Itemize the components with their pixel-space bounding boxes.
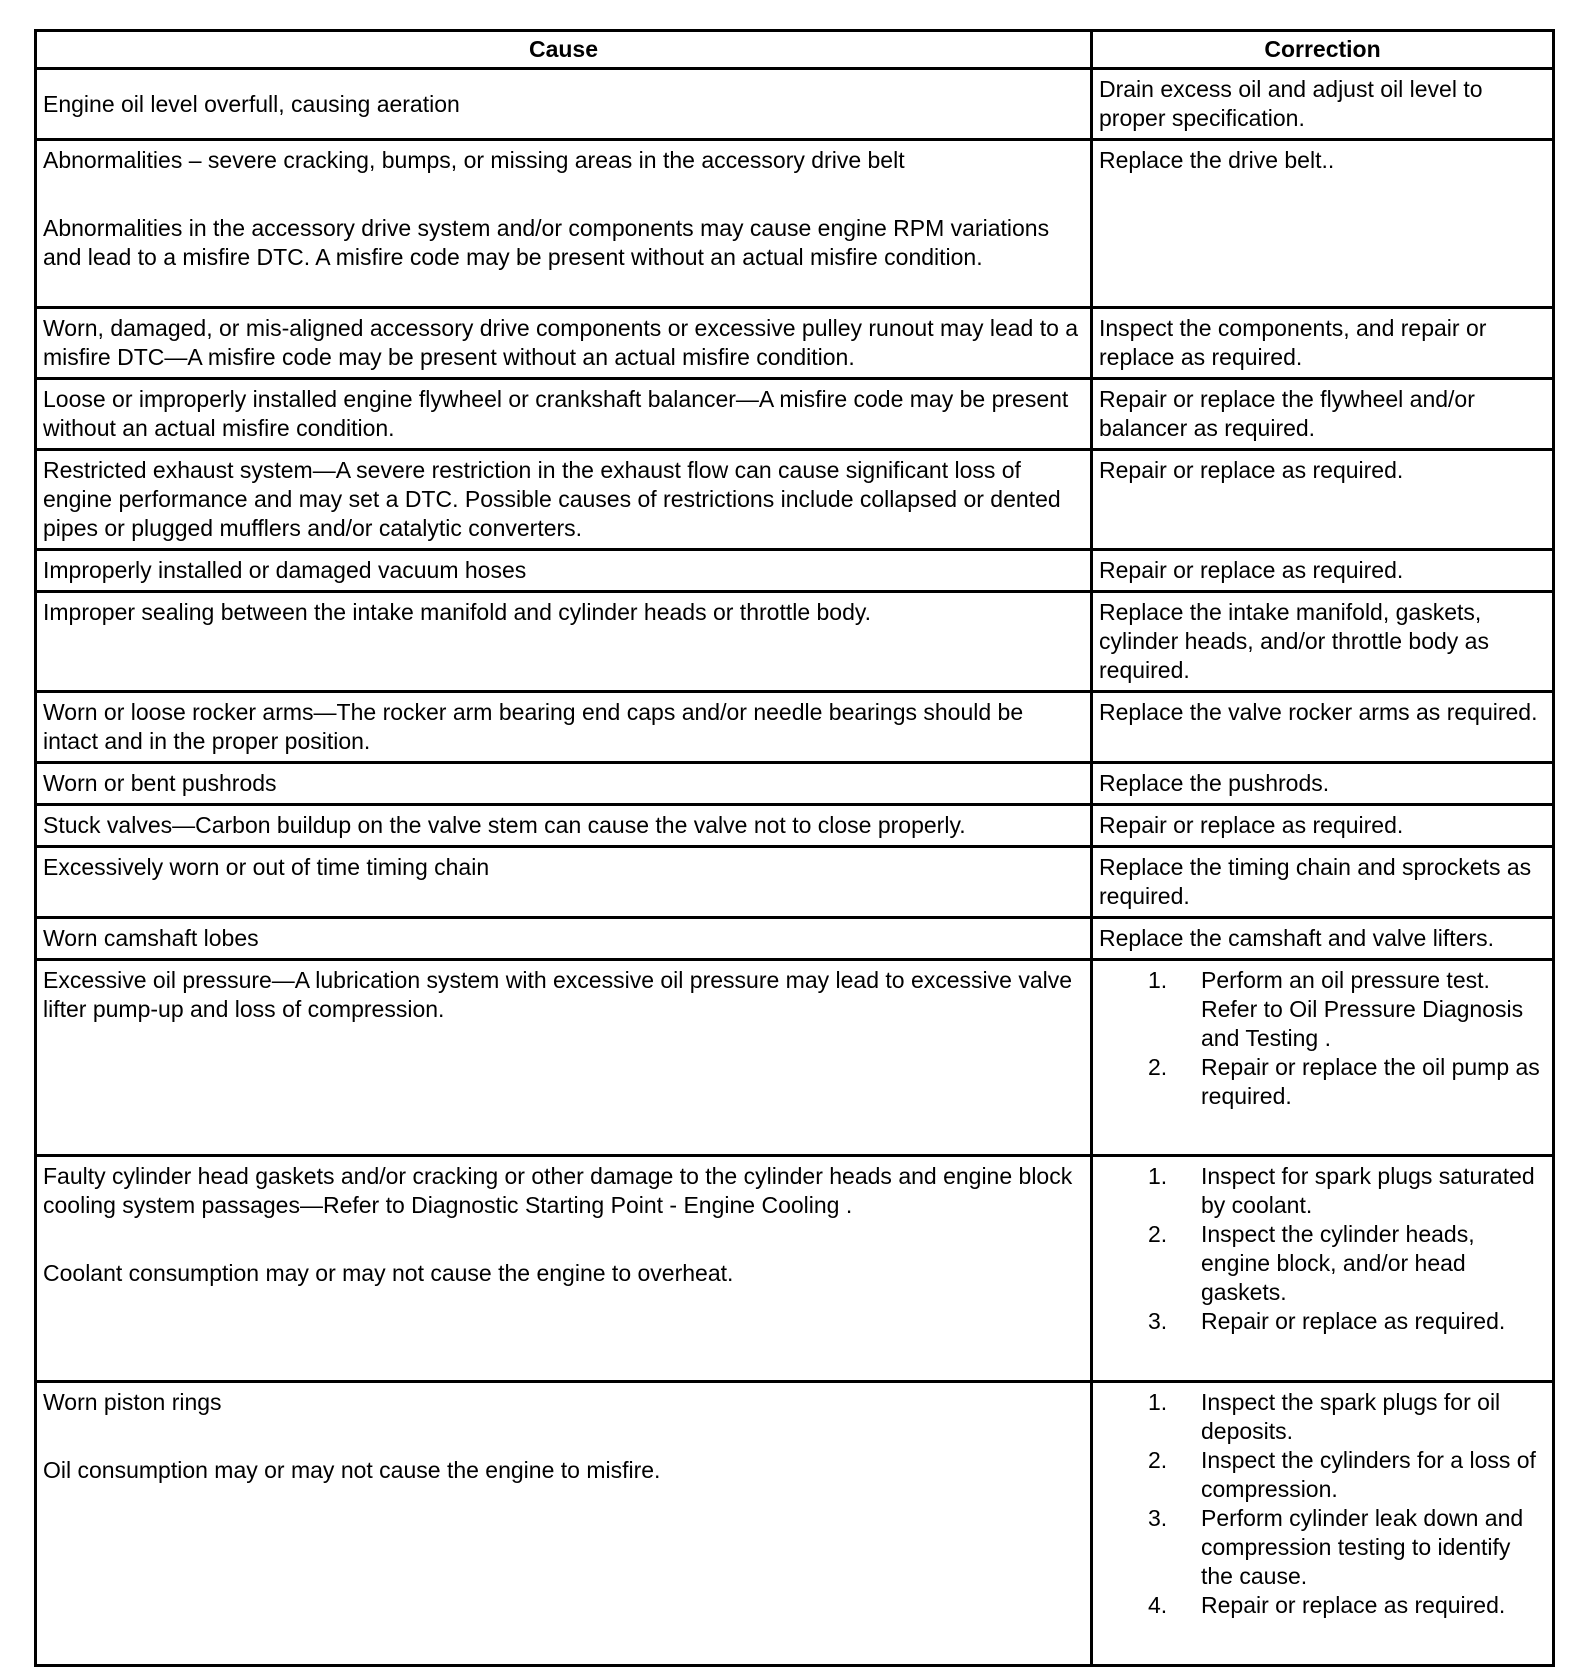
correction-cell: Repair or replace as required.: [1092, 805, 1554, 847]
cause-note: Coolant consumption may or may not cause the engine to overheat.: [43, 1260, 734, 1286]
cause-text: Excessively worn or out of time timing chain: [43, 854, 490, 880]
correction-step: [1099, 1504, 1546, 1591]
table-row: [36, 847, 1554, 918]
cause-text: Abnormalities – severe cracking, bumps, or missing areas in the accessory drive belt: [43, 147, 905, 173]
correction-cell: [1092, 960, 1554, 1156]
cause-cell: [36, 140, 1092, 308]
step-number: 1.: [1148, 967, 1168, 993]
correction-cell: Replace the pushrods.: [1092, 763, 1554, 805]
cause-cell: [36, 450, 1092, 550]
cause-cell: [36, 1382, 1092, 1666]
cause-text: Excessive oil pressure—A lubrication system with excessive oil pressure may lead to excessive valve lifter pump-up and loss of compression.: [43, 967, 1073, 1022]
table-row: [36, 69, 1554, 140]
cause-cell: [36, 69, 1092, 140]
table-row: [36, 1156, 1554, 1382]
table-header-row: [36, 31, 1554, 69]
cause-cell: [36, 692, 1092, 763]
cause-cell: [36, 918, 1092, 960]
step-text: Inspect the cylinder heads, engine block, and/or head gaskets.: [1201, 1221, 1475, 1305]
correction-steps: [1099, 1162, 1546, 1336]
step-number: 1.: [1148, 1389, 1168, 1415]
table-row: [36, 592, 1554, 692]
cause-cell: [36, 592, 1092, 692]
correction-cell: Replace the timing chain and sprockets as required.: [1092, 847, 1554, 918]
correction-step: [1099, 1307, 1546, 1336]
cause-text: Improperly installed or damaged vacuum hoses: [43, 557, 527, 583]
cause-cell: [36, 763, 1092, 805]
step-text: Perform an oil pressure test. Refer to Oil Pressure Diagnosis and Testing .: [1201, 967, 1524, 1051]
step-number: 3.: [1148, 1308, 1168, 1334]
cause-correction-table: [34, 29, 1555, 1667]
correction-step: [1099, 1053, 1546, 1111]
correction-step: [1099, 966, 1546, 1053]
step-number: 2.: [1148, 1054, 1168, 1080]
correction-step: [1099, 1446, 1546, 1504]
step-text: Repair or replace as required.: [1201, 1592, 1506, 1618]
cause-text: Worn or bent pushrods: [43, 770, 277, 796]
table-row: [36, 1382, 1554, 1666]
correction-cell: Replace the intake manifold, gaskets, cylinder heads, and/or throttle body as required.: [1092, 592, 1554, 692]
correction-step: [1099, 1388, 1546, 1446]
step-text: Inspect for spark plugs saturated by coolant.: [1201, 1163, 1535, 1218]
cause-cell: [36, 960, 1092, 1156]
step-text: Inspect the spark plugs for oil deposits.: [1201, 1389, 1501, 1444]
step-number: 2.: [1148, 1447, 1168, 1473]
cause-text: Worn, damaged, or mis-aligned accessory drive components or excessive pulley runout may lead to a misfire DTC—A misfire code may be present without an actual misfire condition.: [43, 315, 1079, 370]
step-text: Inspect the cylinders for a loss of compression.: [1201, 1447, 1536, 1502]
correction-cell: Replace the drive belt..: [1092, 140, 1554, 308]
cause-text: Worn camshaft lobes: [43, 925, 259, 951]
step-text: Repair or replace as required.: [1201, 1308, 1506, 1334]
cause-note: Abnormalities in the accessory drive system and/or components may cause engine RPM variations and lead to a misfire DTC. A misfire code may be present without an actual misfire condition.: [43, 215, 1050, 270]
step-text: Repair or replace the oil pump as required.: [1201, 1054, 1540, 1109]
correction-cell: [1092, 1156, 1554, 1382]
table-row: [36, 379, 1554, 450]
cause-cell: [36, 847, 1092, 918]
cause-text: Improper sealing between the intake manifold and cylinder heads or throttle body.: [43, 599, 872, 625]
table-row: [36, 763, 1554, 805]
step-number: 4.: [1148, 1592, 1168, 1618]
cause-text: Stuck valves—Carbon buildup on the valve stem can cause the valve not to close properly.: [43, 812, 966, 838]
header-cause: Cause: [36, 31, 1092, 69]
cause-cell: [36, 379, 1092, 450]
cause-text: Restricted exhaust system—A severe restriction in the exhaust flow can cause significant loss of engine performance and may set a DTC. Possible causes of restrictions include collapsed or dented pipes or plugged mufflers and/or catalytic converters.: [43, 457, 1061, 541]
correction-cell: Repair or replace the flywheel and/or balancer as required.: [1092, 379, 1554, 450]
correction-cell: Replace the camshaft and valve lifters.: [1092, 918, 1554, 960]
table-row: [36, 960, 1554, 1156]
correction-cell: Replace the valve rocker arms as required.: [1092, 692, 1554, 763]
correction-cell: Inspect the components, and repair or replace as required.: [1092, 308, 1554, 379]
correction-cell: Drain excess oil and adjust oil level to proper specification.: [1092, 69, 1554, 140]
table-row: [36, 692, 1554, 763]
table-row: [36, 308, 1554, 379]
cause-text: Worn or loose rocker arms—The rocker arm bearing end caps and/or needle bearings should be intact and in the proper position.: [43, 699, 1024, 754]
cause-cell: [36, 805, 1092, 847]
correction-steps: [1099, 1388, 1546, 1620]
correction-cell: Repair or replace as required.: [1092, 550, 1554, 592]
correction-step: [1099, 1220, 1546, 1307]
table-row: [36, 140, 1554, 308]
cause-text: Engine oil level overfull, causing aeration: [43, 90, 460, 117]
cause-cell: [36, 1156, 1092, 1382]
table-row: [36, 450, 1554, 550]
cause-cell: [36, 308, 1092, 379]
header-correction: Correction: [1092, 31, 1554, 69]
cause-text: Worn piston rings: [43, 1389, 222, 1415]
correction-steps: [1099, 966, 1546, 1111]
table-row: [36, 550, 1554, 592]
table-row: [36, 918, 1554, 960]
cause-note: Oil consumption may or may not cause the engine to misfire.: [43, 1457, 661, 1483]
step-number: 1.: [1148, 1163, 1168, 1189]
step-text: Perform cylinder leak down and compression testing to identify the cause.: [1201, 1505, 1524, 1589]
correction-step: [1099, 1591, 1546, 1620]
diagnostic-table-sheet: [34, 29, 1552, 1667]
step-number: 2.: [1148, 1221, 1168, 1247]
cause-text: Faulty cylinder head gaskets and/or cracking or other damage to the cylinder heads and engine block cooling system passages—Refer to Diagnostic Starting Point - Engine Cooling .: [43, 1163, 1073, 1218]
correction-step: [1099, 1162, 1546, 1220]
cause-cell: [36, 550, 1092, 592]
cause-text: Loose or improperly installed engine flywheel or crankshaft balancer—A misfire code may be present without an actual misfire condition.: [43, 386, 1069, 441]
table-row: [36, 805, 1554, 847]
correction-cell: Repair or replace as required.: [1092, 450, 1554, 550]
step-number: 3.: [1148, 1505, 1168, 1531]
correction-cell: [1092, 1382, 1554, 1666]
